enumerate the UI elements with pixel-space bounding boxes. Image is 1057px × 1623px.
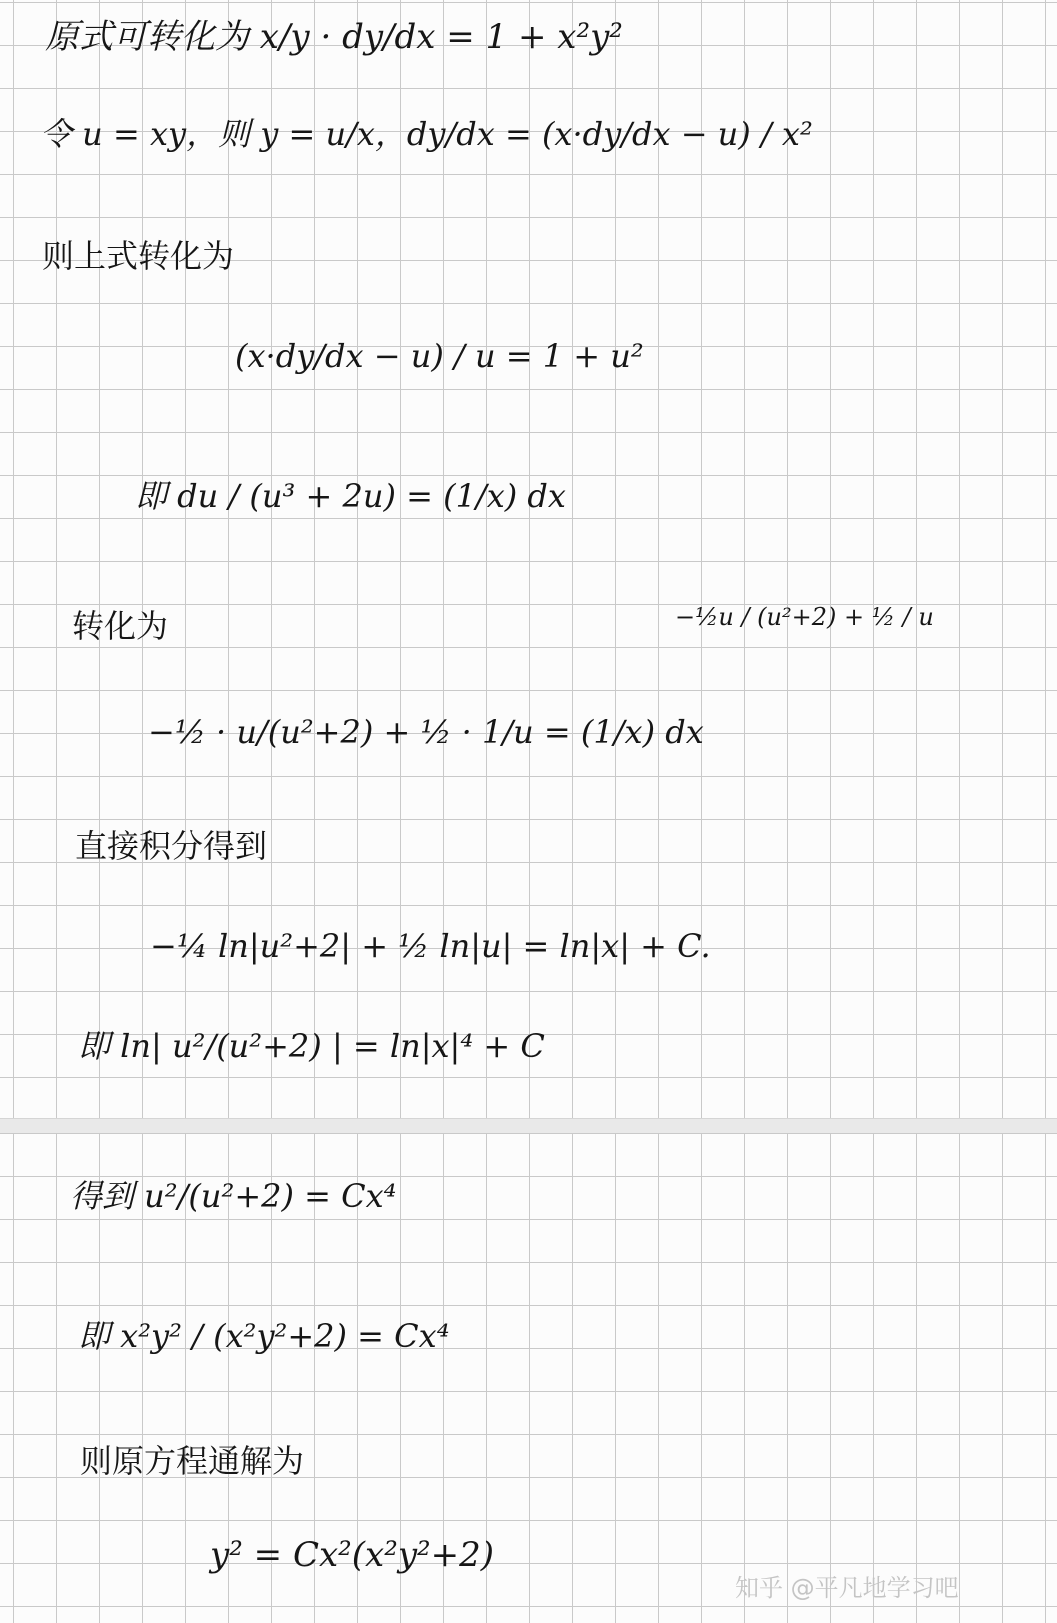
equation-integrated: −¼ ln|u²+2| + ½ ln|u| = ln|x| + C. bbox=[150, 927, 711, 965]
equation-partial-fractions: −½ · u/(u²+2) + ½ · 1/u = (1/x) dx bbox=[148, 713, 704, 751]
equation-log-form: 即 ln| u²/(u²+2) | = ln|x|⁴ + C bbox=[78, 1027, 545, 1065]
equation-general-solution: y² = Cx²(x²y²+2) bbox=[210, 1535, 495, 1575]
line-transform-original: 原式可转化为 x/y · dy/dx = 1 + x²y² bbox=[45, 17, 623, 57]
line-integrate: 直接积分得到 bbox=[75, 827, 268, 865]
equation-u-form: (x·dy/dx − u) / u = 1 + u² bbox=[235, 337, 644, 375]
line-convert: 转化为 bbox=[72, 607, 169, 645]
line-general-solution: 则原方程通解为 bbox=[80, 1442, 305, 1480]
side-note-partial-fraction: −½u / (u²+2) + ½ / u bbox=[675, 603, 934, 631]
equation-result-xy: 即 x²y² / (x²y²+2) = Cx⁴ bbox=[78, 1317, 450, 1355]
line-then-transform: 则上式转化为 bbox=[42, 237, 235, 275]
equation-result-u: 得到 u²/(u²+2) = Cx⁴ bbox=[70, 1177, 397, 1215]
watermark: 知乎 @平凡地学习吧 bbox=[735, 1574, 959, 1602]
equation-separated: 即 du / (u³ + 2u) = (1/x) dx bbox=[135, 477, 566, 515]
line-substitution: 令 u = xy，则 y = u/x，dy/dx = (x·dy/dx − u) / x² bbox=[40, 115, 813, 153]
